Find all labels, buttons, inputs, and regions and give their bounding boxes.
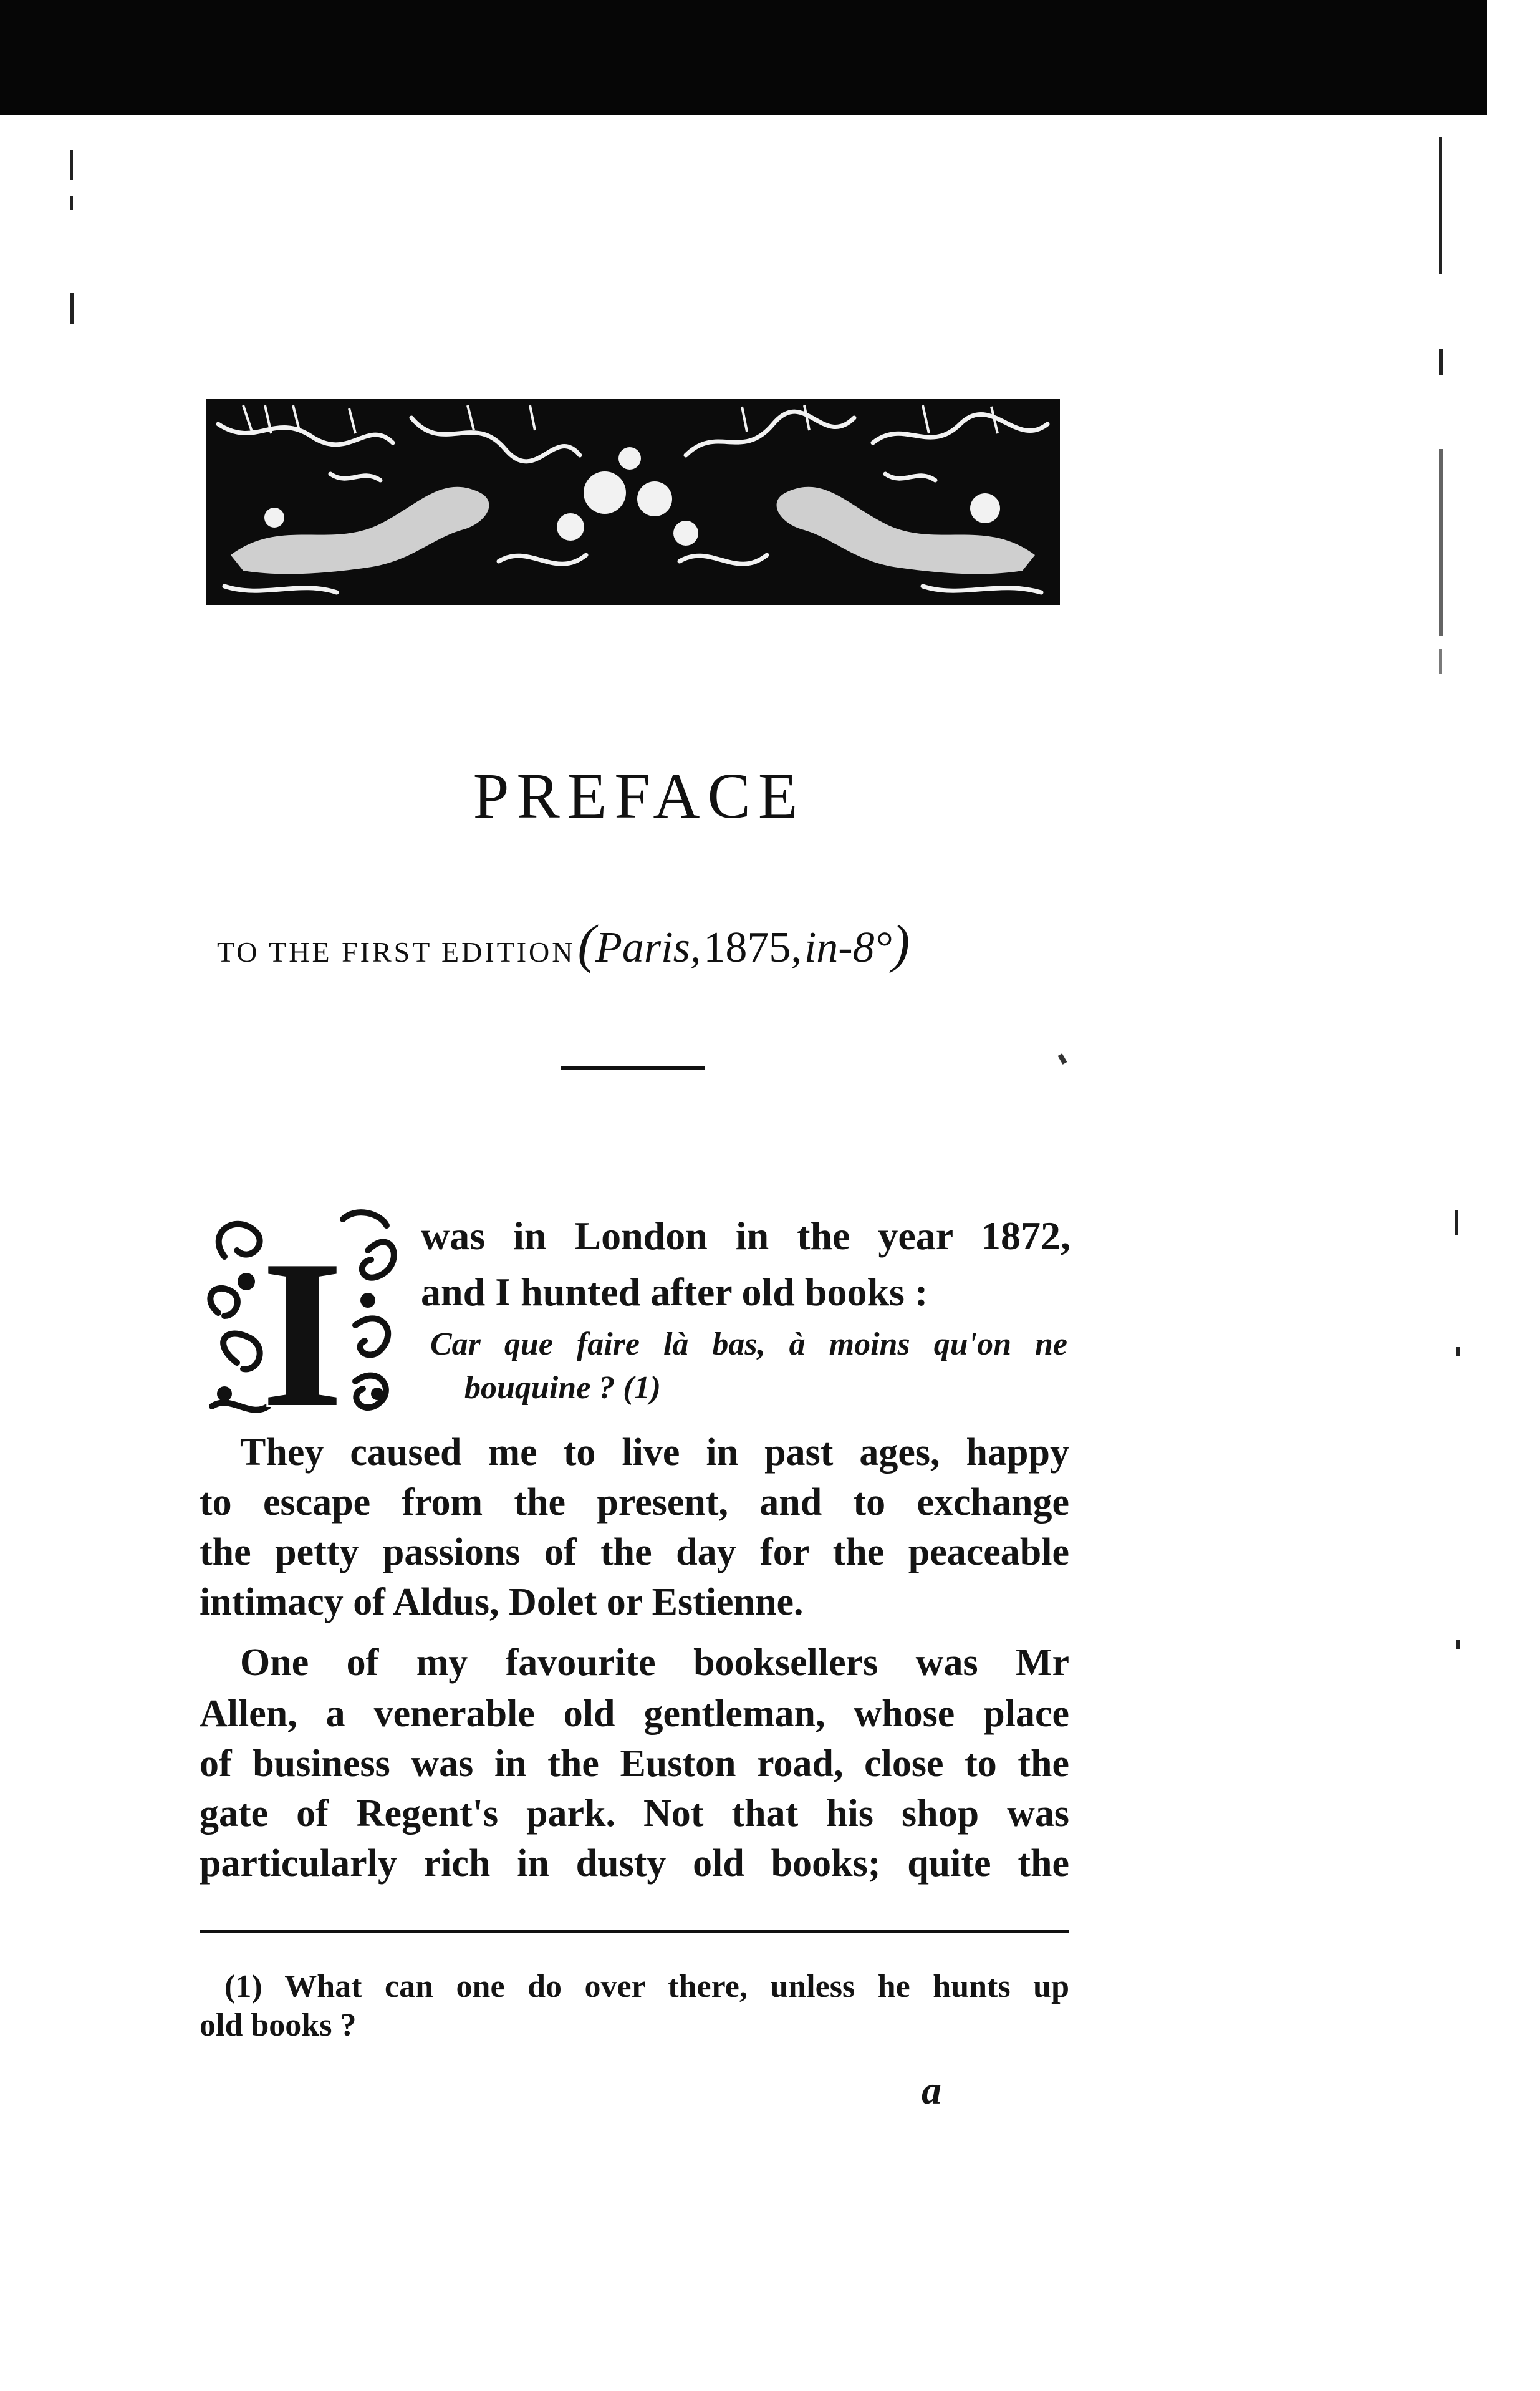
scan-edge-mark [1456,1640,1460,1649]
body-line: particularly rich in dusty old books; quite the [200,1842,1069,1885]
scan-speck [1058,1053,1067,1065]
drop-cap-letter: I [261,1216,344,1428]
subtitle-paren-open: ( [577,914,596,973]
footnote-line: old books ? [200,2007,357,2043]
scan-edge-mark [70,150,73,180]
opening-line: and I hunted after old books : [421,1270,928,1314]
headpiece-ornament [206,399,1060,605]
scan-edge-mark [1439,449,1443,636]
scan-edge-mark [1455,1210,1458,1235]
body-line: Allen, a venerable old gentleman, whose place [200,1693,1069,1735]
scan-edge-mark [1439,349,1443,375]
page-subtitle [217,914,1090,973]
body-line: to escape from the present, and to exchange [200,1481,1069,1524]
body-line: intimacy of Aldus, Dolet or Estienne. [200,1581,804,1623]
body-line: of business was in the Euston road, close to the [200,1742,1069,1785]
quote-line: bouquine ? (1) [464,1370,661,1406]
scan-edge-mark [1439,649,1442,674]
scan-edge-mark [70,196,73,210]
footnote-rule [200,1930,1069,1933]
scan-edge-mark [70,293,74,324]
scan-edge-mark [1456,1347,1460,1356]
subtitle-edition: TO THE FIRST EDITION [217,936,575,968]
subtitle-format: in-8° [804,924,892,972]
subtitle-year: 1875, [703,924,802,972]
scan-edge-mark [1439,137,1442,274]
section-rule [561,1066,705,1070]
opening-line: was in London in the year 1872, [421,1214,1071,1258]
scan-top-bar-edge [1434,94,1487,107]
drop-cap-ornament [200,1207,405,1428]
body-line: They caused me to live in past ages, happy [240,1431,1069,1474]
subtitle-paren-close: ) [892,914,910,973]
body-line: the petty passions of the day for the peaceable [200,1531,1069,1573]
quote-line: Car que faire là bas, à moins qu'on ne [430,1326,1067,1362]
body-line: gate of Regent's park. Not that his shop was [200,1792,1069,1835]
body-line: One of my favourite booksellers was Mr [240,1641,1069,1684]
page-title: PREFACE [473,760,806,832]
subtitle-place: Paris, [595,924,701,972]
scan-top-bar [0,0,1487,115]
footnote-line: (1) What can one do over there, unless he hunts up [224,1969,1069,2004]
signature-mark: a [922,2068,941,2112]
